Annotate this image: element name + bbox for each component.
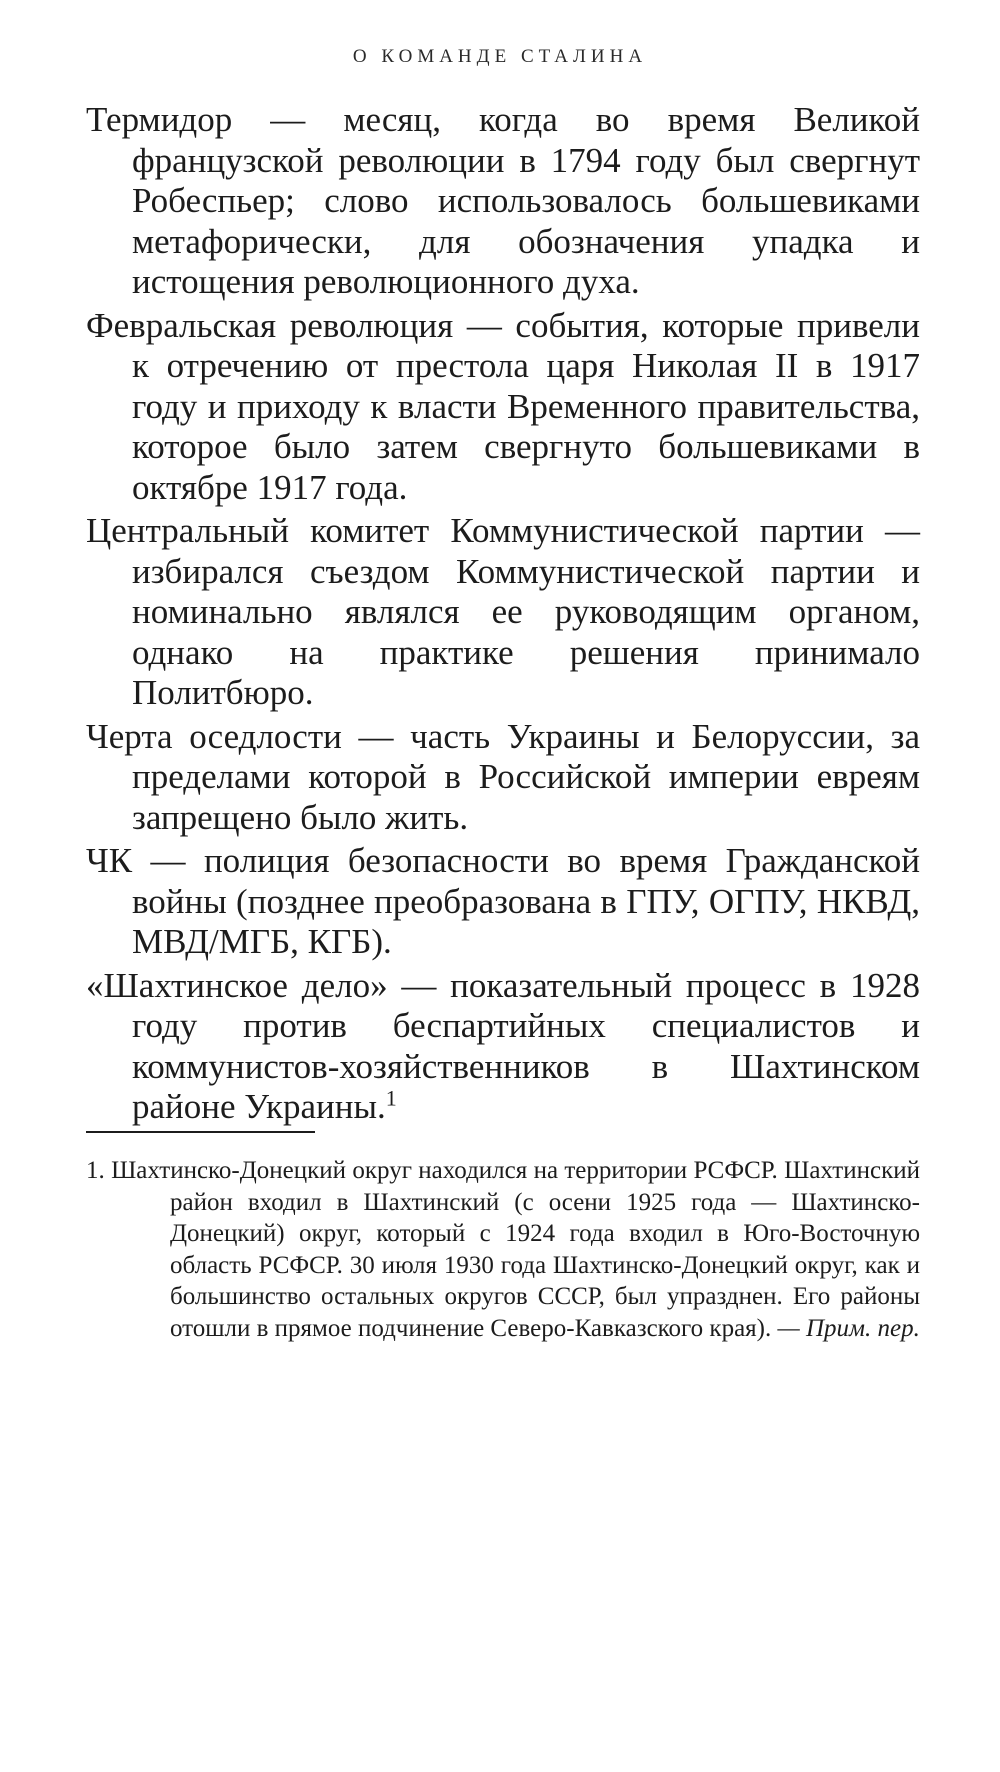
footnote-number: 1. <box>86 1157 105 1184</box>
glossary-entry-thermidor <box>86 100 920 303</box>
entry-text: «Шахтинское дело» — показательный процесс в 1928 году против беспартийных специалистов и коммунистов-хозяйственников в Шахтинском районе Украины. <box>86 965 920 1126</box>
glossary-entry-shakhty-case <box>86 966 920 1128</box>
glossary-list <box>86 100 920 1131</box>
entry-text: ЧК — полиция безопасности во время Гражданской войны (позднее преобразована в ГПУ, ОГПУ, НКВД, МВД/МГБ, КГБ). <box>86 841 920 961</box>
glossary-entry-cheka <box>86 841 920 963</box>
footnote-text: Шахтинско-Донецкий округ находился на территории РСФСР. Шахтинский район входил в Шахтинский (с осени 1925 года — Шахтинско-Донецкий) округ, который с 1924 года входил в Юго-Восточную область РСФСР. 30 июля 1930 года Шахтинско-Донецкий округ, как и большинство остальных округов СССР, был упразднен. Его районы отошли в прямое подчинение Северо-Кавказского края). <box>111 1157 920 1342</box>
entry-text: Центральный комитет Коммунистической партии — избирался съездом Коммунистической партии и номинально являлся ее руководящим органом, однако на практике решения принимало Политбюро. <box>86 511 920 712</box>
entry-text: Термидор — месяц, когда во время Великой французской революции в 1794 году был свергнут Робеспьер; слово использовалось большевиками метафорически, для обозначения упадка и истощения революционного духа. <box>86 100 920 301</box>
footnote <box>86 1155 920 1344</box>
entry-text: Февральская революция — события, которые привели к отречению от престола царя Николая II в 1917 году и приходу к власти Временного правительства, которое было затем свергнуто большевиками в октябре 1917 года. <box>86 305 920 507</box>
footnote-attribution: — Прим. пер. <box>777 1314 920 1342</box>
glossary-entry-central-committee <box>86 511 920 714</box>
footnote-reference: 1 <box>385 1085 397 1111</box>
glossary-entry-february-revolution <box>86 306 920 509</box>
footnote-separator <box>86 1131 315 1133</box>
entry-text: Черта оседлости — часть Украины и Белоруссии, за пределами которой в Российской империи евреям запрещено было жить. <box>86 716 920 837</box>
running-head: О КОМАНДЕ СТАЛИНА <box>352 46 648 67</box>
glossary-entry-pale-of-settlement <box>86 717 920 839</box>
